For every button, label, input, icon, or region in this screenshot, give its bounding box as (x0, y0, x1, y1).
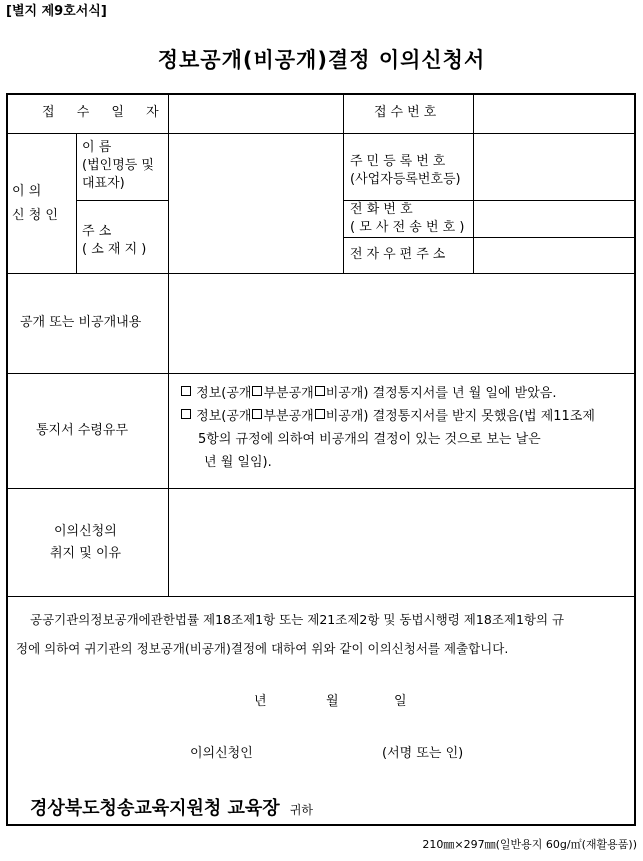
notice-option-line-3: 년 월 일임). (204, 455, 272, 470)
name-label-2: (법인명등 및 (82, 158, 154, 173)
notice-label: 통지서 수령유무 (36, 423, 129, 438)
receipt-date-label: 접 수 일 자 (42, 105, 168, 120)
phone-label-2: ( 모 사 전 송 번 호 ) (350, 220, 465, 235)
email-label: 전자우편주소 (350, 247, 450, 262)
recipient-honorific: 귀하 (289, 803, 314, 817)
statement-line-1: 공공기관의정보공개에관한법률 제18조제1항 또는 제21조제2항 및 동법시행령 제18조제1항의 규 (30, 612, 565, 627)
checkbox-icon[interactable] (252, 409, 262, 419)
disclosure-label: 공개 또는 비공개내용 (20, 315, 142, 330)
date-day: 일 (394, 694, 407, 709)
checkbox-icon[interactable] (181, 409, 191, 419)
notice-option-line-2: 5항의 규정에 의하여 비공개의 결정이 있는 것으로 보는 날은 (198, 432, 541, 447)
applicant-group-label: 이 의 (12, 184, 42, 199)
checkbox-icon[interactable] (315, 386, 325, 396)
checkbox-icon[interactable] (315, 409, 325, 419)
signature-hint: (서명 또는 인) (382, 746, 464, 761)
date-year: 년 (254, 694, 267, 709)
id-number-label-2: (사업자등록번호등) (350, 172, 461, 187)
page-title: 정보공개(비공개)결정 이의신청서 (157, 48, 486, 72)
checkbox-icon[interactable] (252, 386, 262, 396)
notice-option-not-received[interactable]: 정보(공개 부분공개 비공개) 결정통지서를 받지 못했음(법 제11조제 (180, 408, 595, 426)
notice-option-received[interactable]: 정보(공개 부분공개 비공개) 결정통지서를 년 월 일에 받았음. (180, 385, 556, 403)
statement-line-2: 정에 의하여 귀기관의 정보공개(비공개)결정에 대하여 위와 같이 이의신청서를 제출합니다. (16, 641, 509, 656)
paper-spec: 210㎜×297㎜(일반용지 60g/㎡(재활용품)) (422, 838, 637, 851)
name-label-3: 대표자) (82, 176, 125, 191)
form-tag: [별지 제9호서식] (6, 4, 107, 19)
reason-label: 이의신청의 (54, 524, 117, 539)
reason-label-2: 취지 및 이유 (50, 546, 122, 561)
recipient-name: 경상북도청송교육지원청 교육장 (30, 798, 280, 819)
date-month: 월 (326, 694, 339, 709)
applicant-signature-label: 이의신청인 (190, 746, 253, 761)
address-label-2: ( 소 재 지 ) (82, 242, 147, 257)
address-label: 주 소 (82, 224, 112, 239)
checkbox-icon[interactable] (181, 386, 191, 396)
applicant-group-label-2: 신 청 인 (12, 208, 58, 223)
recipient (30, 797, 313, 823)
name-label: 이 름 (82, 140, 112, 155)
receipt-number-label: 접수번호 (374, 105, 441, 120)
phone-label: 전 화 번 호 (350, 202, 413, 217)
form-table (6, 93, 636, 826)
id-number-label: 주민등록번호 (350, 154, 450, 169)
